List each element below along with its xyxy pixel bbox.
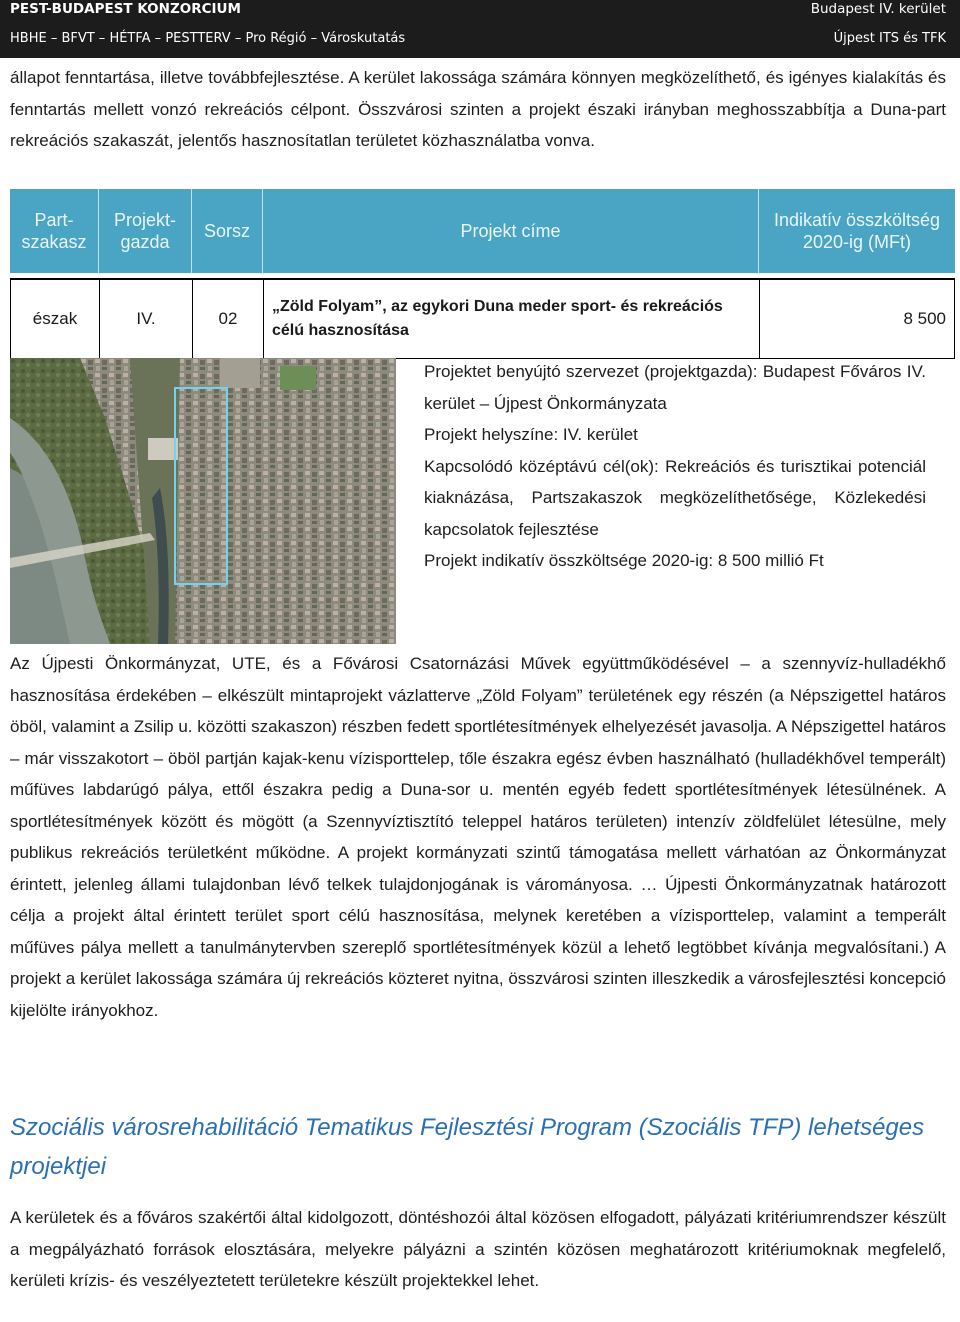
col-koltseg: Indikatív összköltség 2020-ig (MFt) [773,210,941,252]
cell-projektgazda: IV. [100,280,193,358]
consortium-name: PEST-BUDAPEST KONZORCIUM [10,1,241,17]
col-projektgazda: Projekt-gazda [99,189,192,273]
cell-sorsz: 02 [193,280,264,358]
district-label: Budapest IV. kerület [810,1,946,17]
info-koltseg: Projekt indikatív összköltsége 2020-ig: 8 500 millió Ft [424,551,824,570]
col-sorsz: Sorsz [192,189,263,273]
closing-paragraph: A kerületek és a főváros szakértői által kidolgozott, döntéshozói által közösen elfogadott, pályázati kritériumrendszer készült a megpályázható források elosztására, melyekre pályázni a szintén közösen meghatározott kritériumoknak megfelelő, kerületi krízis- és veszélyeztetett területekre készült projektekkel lehet. [10,1208,946,1290]
col-projekt-cime: Projekt címe [263,189,759,273]
cell-partszakasz: észak [11,280,100,358]
project-info-block [424,356,926,577]
project-table-header [10,189,955,273]
intro-paragraph: állapot fenntartása, illetve továbbfejlesztése. A kerület lakossága számára könnyen megközelíthető, és igényes kialakítás és fenntartás mellett vonzó rekreációs célpont. Összvárosi szinten a projekt északi irányban meghosszabbítja a Duna-part rekreációs szakaszát, jelentős hasznosítatlan területet közhasználatba vonva. [10,68,946,150]
section-heading: Szociális városrehabilitáció Tematikus Fejlesztési Program (Szociális TFP) lehetséges projektjei [10,1114,925,1180]
cell-projekt-cime: „Zöld Folyam”, az egykori Duna meder sport- és rekreációs célú hasznosítása [264,280,760,358]
page-header [0,0,960,58]
col-partszakasz: Part-szakasz [10,189,99,273]
info-helyszin: Projekt helyszíne: IV. kerület [424,425,638,444]
consortium-members: HBHE – BFVT – HÉTFA – PESTTERV – Pro Régió – Városkutatás [10,31,406,46]
info-projektgazda: Projektet benyújtó szervezet (projektgazda): Budapest Főváros IV. kerület – Újpest Önkormányzata [424,362,926,413]
cell-koltseg: 8 500 [903,309,946,328]
document-label: Újpest ITS és TFK [833,31,946,46]
body-paragraph: Az Újpesti Önkormányzat, UTE, és a Fővárosi Csatornázási Művek együttműködésével – a szennyvíz-hulladékhő hasznosítása érdekében – elkészült mintaprojekt vázlatterve „Zöld Folyam” területének egy részén (a Népszigettel határos öböl, valamint a Zsilip u. közötti szakaszon) részben fedett sportlétesítmények elhelyezését javasolja. A Népszigettel határos – már visszakotort – öböl partján kajak-kenu vízisporttelep, tőle északra egész évben használható (hulladékhővel temperált) műfüves labdarúgó pálya, ettől északra pedig a Duna-sor u. mentén egyéb fedett sportlétesítmények létesülnének. A sportlétesítmények között és mögött (a Szennyvíztisztító teleppel határos területen) intenzív zöldfelület létesülne, mely publikus rekreációs területként működne. A projekt kormányzati szintű támogatása mellett várhatóan az Önkormányzat érintett, jelenleg állami tulajdonban lévő telkek tulajdonjogának is várományosa. … Újpesti Önkormányzatnak határozott célja a projekt által érintett terület sport célú hasznosítása, melynek keretében a vízisporttelep, valamint a temperált műfüves pálya mellett a tanulmánytervben szereplő sportlétesítmények közül a lehető legtöbbet kívánja megvalósítani.) A projekt a kerület lakossága számára új rekreációs közteret nyitna, összvárosi szinten illeszkedik a városfejlesztési koncepció kijelölte irányokhoz. [10,654,946,1020]
project-table-row [10,278,955,359]
aerial-map-image [10,358,396,644]
info-celok: Kapcsolódó középtávú cél(ok): Rekreációs és turisztikai potenciál kiaknázása, Partszakaszok megközelíthetősége, Közlekedési kapcsolatok fejlesztése [424,456,926,539]
